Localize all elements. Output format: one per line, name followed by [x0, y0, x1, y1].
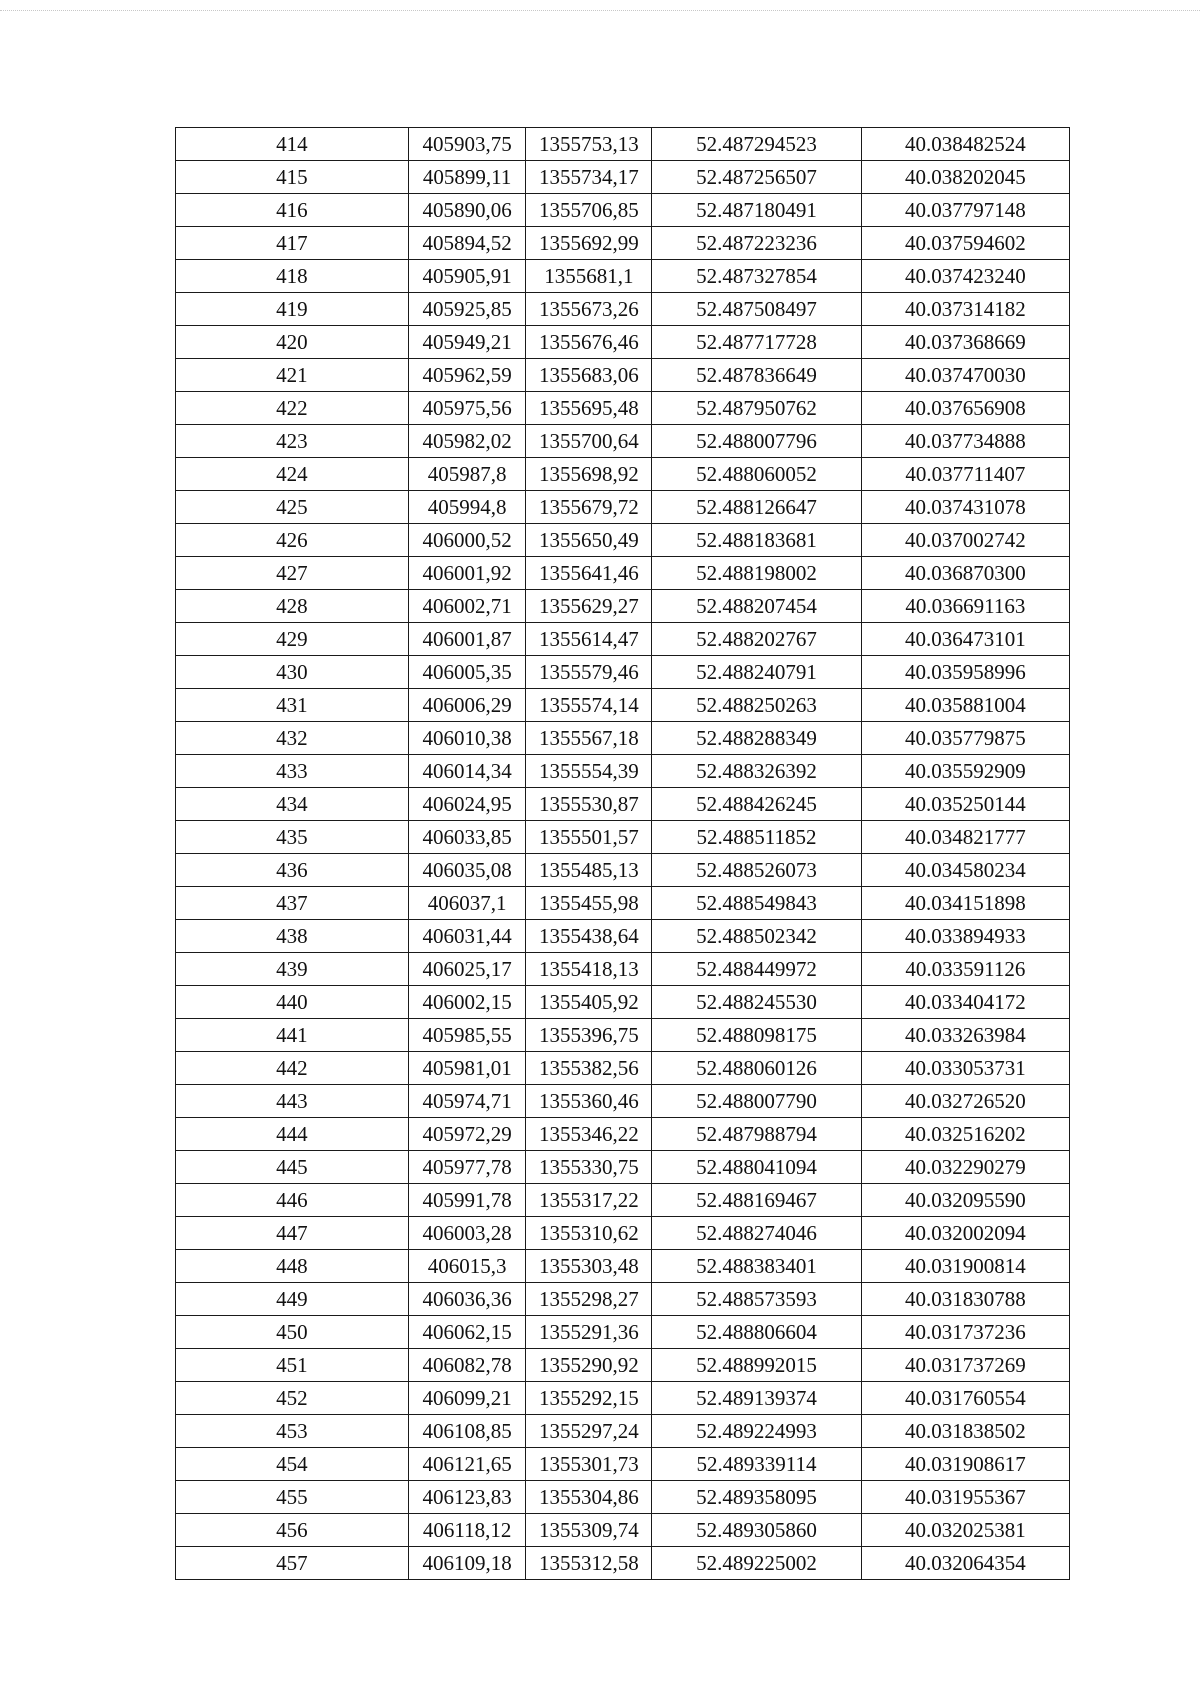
y-coordinate-cell: 1355330,75: [526, 1151, 652, 1184]
latitude-cell: 52.487327854: [652, 260, 861, 293]
table-row: [176, 1481, 1070, 1514]
table-row: [176, 194, 1070, 227]
point-number-cell: 445: [176, 1151, 409, 1184]
y-coordinate-cell: 1355360,46: [526, 1085, 652, 1118]
y-coordinate-cell: 1355291,36: [526, 1316, 652, 1349]
scan-edge: [0, 10, 1200, 11]
table-row: [176, 359, 1070, 392]
latitude-cell: 52.488198002: [652, 557, 861, 590]
y-coordinate-cell: 1355298,27: [526, 1283, 652, 1316]
y-coordinate-cell: 1355382,56: [526, 1052, 652, 1085]
x-coordinate-cell: 405972,29: [408, 1118, 525, 1151]
table-row: [176, 920, 1070, 953]
x-coordinate-cell: 405994,8: [408, 491, 525, 524]
longitude-cell: 40.037002742: [861, 524, 1069, 557]
x-coordinate-cell: 405982,02: [408, 425, 525, 458]
x-coordinate-cell: 405977,78: [408, 1151, 525, 1184]
table-row: [176, 1283, 1070, 1316]
latitude-cell: 52.489339114: [652, 1448, 861, 1481]
y-coordinate-cell: 1355614,47: [526, 623, 652, 656]
coordinates-table: [175, 127, 1070, 1580]
point-number-cell: 438: [176, 920, 409, 953]
table-row: [176, 656, 1070, 689]
latitude-cell: 52.489225002: [652, 1547, 861, 1580]
table-row: [176, 1250, 1070, 1283]
point-number-cell: 457: [176, 1547, 409, 1580]
x-coordinate-cell: 406108,85: [408, 1415, 525, 1448]
latitude-cell: 52.487950762: [652, 392, 861, 425]
y-coordinate-cell: 1355734,17: [526, 161, 652, 194]
table-row: [176, 293, 1070, 326]
longitude-cell: 40.036691163: [861, 590, 1069, 623]
point-number-cell: 447: [176, 1217, 409, 1250]
point-number-cell: 440: [176, 986, 409, 1019]
table-row: [176, 854, 1070, 887]
point-number-cell: 451: [176, 1349, 409, 1382]
coordinates-table-body: [176, 128, 1070, 1580]
longitude-cell: 40.037470030: [861, 359, 1069, 392]
x-coordinate-cell: 405981,01: [408, 1052, 525, 1085]
x-coordinate-cell: 406003,28: [408, 1217, 525, 1250]
table-row: [176, 590, 1070, 623]
longitude-cell: 40.037656908: [861, 392, 1069, 425]
table-row: [176, 227, 1070, 260]
table-row: [176, 1217, 1070, 1250]
x-coordinate-cell: 406000,52: [408, 524, 525, 557]
longitude-cell: 40.031760554: [861, 1382, 1069, 1415]
point-number-cell: 456: [176, 1514, 409, 1547]
longitude-cell: 40.036870300: [861, 557, 1069, 590]
latitude-cell: 52.488426245: [652, 788, 861, 821]
latitude-cell: 52.488526073: [652, 854, 861, 887]
table-row: [176, 1316, 1070, 1349]
x-coordinate-cell: 405890,06: [408, 194, 525, 227]
longitude-cell: 40.035779875: [861, 722, 1069, 755]
table-row: [176, 392, 1070, 425]
x-coordinate-cell: 405987,8: [408, 458, 525, 491]
latitude-cell: 52.488041094: [652, 1151, 861, 1184]
x-coordinate-cell: 406001,87: [408, 623, 525, 656]
x-coordinate-cell: 406025,17: [408, 953, 525, 986]
x-coordinate-cell: 406082,78: [408, 1349, 525, 1382]
longitude-cell: 40.033404172: [861, 986, 1069, 1019]
table-row: [176, 1118, 1070, 1151]
longitude-cell: 40.037368669: [861, 326, 1069, 359]
longitude-cell: 40.033591126: [861, 953, 1069, 986]
longitude-cell: 40.032025381: [861, 1514, 1069, 1547]
table-row: [176, 1085, 1070, 1118]
latitude-cell: 52.487180491: [652, 194, 861, 227]
table-row: [176, 326, 1070, 359]
latitude-cell: 52.488183681: [652, 524, 861, 557]
longitude-cell: 40.035592909: [861, 755, 1069, 788]
x-coordinate-cell: 405975,56: [408, 392, 525, 425]
point-number-cell: 454: [176, 1448, 409, 1481]
table-row: [176, 161, 1070, 194]
latitude-cell: 52.488549843: [652, 887, 861, 920]
y-coordinate-cell: 1355485,13: [526, 854, 652, 887]
table-row: [176, 1052, 1070, 1085]
y-coordinate-cell: 1355753,13: [526, 128, 652, 161]
x-coordinate-cell: 406015,3: [408, 1250, 525, 1283]
latitude-cell: 52.488207454: [652, 590, 861, 623]
latitude-cell: 52.488449972: [652, 953, 861, 986]
y-coordinate-cell: 1355292,15: [526, 1382, 652, 1415]
x-coordinate-cell: 406033,85: [408, 821, 525, 854]
point-number-cell: 432: [176, 722, 409, 755]
x-coordinate-cell: 406001,92: [408, 557, 525, 590]
y-coordinate-cell: 1355700,64: [526, 425, 652, 458]
table-row: [176, 788, 1070, 821]
longitude-cell: 40.035958996: [861, 656, 1069, 689]
latitude-cell: 52.488245530: [652, 986, 861, 1019]
y-coordinate-cell: 1355312,58: [526, 1547, 652, 1580]
point-number-cell: 455: [176, 1481, 409, 1514]
latitude-cell: 52.489139374: [652, 1382, 861, 1415]
point-number-cell: 427: [176, 557, 409, 590]
point-number-cell: 423: [176, 425, 409, 458]
longitude-cell: 40.037314182: [861, 293, 1069, 326]
x-coordinate-cell: 406062,15: [408, 1316, 525, 1349]
x-coordinate-cell: 406035,08: [408, 854, 525, 887]
table-row: [176, 689, 1070, 722]
table-row: [176, 755, 1070, 788]
table-row: [176, 491, 1070, 524]
table-row: [176, 458, 1070, 491]
table-row: [176, 1547, 1070, 1580]
point-number-cell: 418: [176, 260, 409, 293]
latitude-cell: 52.489305860: [652, 1514, 861, 1547]
point-number-cell: 446: [176, 1184, 409, 1217]
y-coordinate-cell: 1355579,46: [526, 656, 652, 689]
table-row: [176, 722, 1070, 755]
y-coordinate-cell: 1355676,46: [526, 326, 652, 359]
table-row: [176, 623, 1070, 656]
latitude-cell: 52.487294523: [652, 128, 861, 161]
longitude-cell: 40.034580234: [861, 854, 1069, 887]
point-number-cell: 449: [176, 1283, 409, 1316]
longitude-cell: 40.037711407: [861, 458, 1069, 491]
y-coordinate-cell: 1355679,72: [526, 491, 652, 524]
longitude-cell: 40.037797148: [861, 194, 1069, 227]
x-coordinate-cell: 405962,59: [408, 359, 525, 392]
longitude-cell: 40.032095590: [861, 1184, 1069, 1217]
y-coordinate-cell: 1355681,1: [526, 260, 652, 293]
y-coordinate-cell: 1355346,22: [526, 1118, 652, 1151]
point-number-cell: 414: [176, 128, 409, 161]
latitude-cell: 52.488383401: [652, 1250, 861, 1283]
table-row: [176, 425, 1070, 458]
latitude-cell: 52.487836649: [652, 359, 861, 392]
longitude-cell: 40.031908617: [861, 1448, 1069, 1481]
x-coordinate-cell: 406036,36: [408, 1283, 525, 1316]
point-number-cell: 433: [176, 755, 409, 788]
x-coordinate-cell: 406099,21: [408, 1382, 525, 1415]
table-row: [176, 128, 1070, 161]
point-number-cell: 450: [176, 1316, 409, 1349]
y-coordinate-cell: 1355303,48: [526, 1250, 652, 1283]
longitude-cell: 40.032002094: [861, 1217, 1069, 1250]
y-coordinate-cell: 1355309,74: [526, 1514, 652, 1547]
longitude-cell: 40.031737269: [861, 1349, 1069, 1382]
longitude-cell: 40.031830788: [861, 1283, 1069, 1316]
longitude-cell: 40.032726520: [861, 1085, 1069, 1118]
x-coordinate-cell: 405974,71: [408, 1085, 525, 1118]
point-number-cell: 441: [176, 1019, 409, 1052]
point-number-cell: 437: [176, 887, 409, 920]
x-coordinate-cell: 406118,12: [408, 1514, 525, 1547]
y-coordinate-cell: 1355297,24: [526, 1415, 652, 1448]
table-row: [176, 1415, 1070, 1448]
point-number-cell: 430: [176, 656, 409, 689]
x-coordinate-cell: 406006,29: [408, 689, 525, 722]
y-coordinate-cell: 1355501,57: [526, 821, 652, 854]
y-coordinate-cell: 1355650,49: [526, 524, 652, 557]
longitude-cell: 40.033894933: [861, 920, 1069, 953]
latitude-cell: 52.488169467: [652, 1184, 861, 1217]
y-coordinate-cell: 1355683,06: [526, 359, 652, 392]
y-coordinate-cell: 1355629,27: [526, 590, 652, 623]
x-coordinate-cell: 405903,75: [408, 128, 525, 161]
y-coordinate-cell: 1355418,13: [526, 953, 652, 986]
point-number-cell: 424: [176, 458, 409, 491]
point-number-cell: 422: [176, 392, 409, 425]
latitude-cell: 52.488007796: [652, 425, 861, 458]
longitude-cell: 40.037423240: [861, 260, 1069, 293]
latitude-cell: 52.487717728: [652, 326, 861, 359]
longitude-cell: 40.038202045: [861, 161, 1069, 194]
x-coordinate-cell: 406123,83: [408, 1481, 525, 1514]
x-coordinate-cell: 406121,65: [408, 1448, 525, 1481]
y-coordinate-cell: 1355698,92: [526, 458, 652, 491]
x-coordinate-cell: 406037,1: [408, 887, 525, 920]
y-coordinate-cell: 1355641,46: [526, 557, 652, 590]
latitude-cell: 52.489358095: [652, 1481, 861, 1514]
x-coordinate-cell: 406031,44: [408, 920, 525, 953]
y-coordinate-cell: 1355554,39: [526, 755, 652, 788]
y-coordinate-cell: 1355396,75: [526, 1019, 652, 1052]
x-coordinate-cell: 405925,85: [408, 293, 525, 326]
longitude-cell: 40.033053731: [861, 1052, 1069, 1085]
latitude-cell: 52.487988794: [652, 1118, 861, 1151]
longitude-cell: 40.035881004: [861, 689, 1069, 722]
table-row: [176, 953, 1070, 986]
latitude-cell: 52.487223236: [652, 227, 861, 260]
point-number-cell: 448: [176, 1250, 409, 1283]
latitude-cell: 52.488202767: [652, 623, 861, 656]
latitude-cell: 52.488240791: [652, 656, 861, 689]
point-number-cell: 452: [176, 1382, 409, 1415]
point-number-cell: 429: [176, 623, 409, 656]
table-row: [176, 1019, 1070, 1052]
latitude-cell: 52.488250263: [652, 689, 861, 722]
latitude-cell: 52.488806604: [652, 1316, 861, 1349]
x-coordinate-cell: 406010,38: [408, 722, 525, 755]
point-number-cell: 416: [176, 194, 409, 227]
y-coordinate-cell: 1355567,18: [526, 722, 652, 755]
point-number-cell: 421: [176, 359, 409, 392]
point-number-cell: 419: [176, 293, 409, 326]
x-coordinate-cell: 405899,11: [408, 161, 525, 194]
longitude-cell: 40.031838502: [861, 1415, 1069, 1448]
x-coordinate-cell: 406002,15: [408, 986, 525, 1019]
latitude-cell: 52.487508497: [652, 293, 861, 326]
latitude-cell: 52.488098175: [652, 1019, 861, 1052]
point-number-cell: 431: [176, 689, 409, 722]
longitude-cell: 40.031900814: [861, 1250, 1069, 1283]
table-row: [176, 1349, 1070, 1382]
longitude-cell: 40.033263984: [861, 1019, 1069, 1052]
longitude-cell: 40.036473101: [861, 623, 1069, 656]
x-coordinate-cell: 406109,18: [408, 1547, 525, 1580]
latitude-cell: 52.488274046: [652, 1217, 861, 1250]
x-coordinate-cell: 405949,21: [408, 326, 525, 359]
table-row: [176, 986, 1070, 1019]
x-coordinate-cell: 406002,71: [408, 590, 525, 623]
x-coordinate-cell: 406005,35: [408, 656, 525, 689]
point-number-cell: 434: [176, 788, 409, 821]
longitude-cell: 40.032516202: [861, 1118, 1069, 1151]
point-number-cell: 435: [176, 821, 409, 854]
y-coordinate-cell: 1355695,48: [526, 392, 652, 425]
table-row: [176, 1151, 1070, 1184]
point-number-cell: 444: [176, 1118, 409, 1151]
latitude-cell: 52.488060126: [652, 1052, 861, 1085]
longitude-cell: 40.031737236: [861, 1316, 1069, 1349]
y-coordinate-cell: 1355310,62: [526, 1217, 652, 1250]
point-number-cell: 453: [176, 1415, 409, 1448]
point-number-cell: 425: [176, 491, 409, 524]
y-coordinate-cell: 1355673,26: [526, 293, 652, 326]
longitude-cell: 40.037431078: [861, 491, 1069, 524]
latitude-cell: 52.488326392: [652, 755, 861, 788]
x-coordinate-cell: 406024,95: [408, 788, 525, 821]
y-coordinate-cell: 1355706,85: [526, 194, 652, 227]
longitude-cell: 40.032064354: [861, 1547, 1069, 1580]
y-coordinate-cell: 1355317,22: [526, 1184, 652, 1217]
point-number-cell: 442: [176, 1052, 409, 1085]
x-coordinate-cell: 405991,78: [408, 1184, 525, 1217]
latitude-cell: 52.488126647: [652, 491, 861, 524]
latitude-cell: 52.488502342: [652, 920, 861, 953]
x-coordinate-cell: 406014,34: [408, 755, 525, 788]
latitude-cell: 52.489224993: [652, 1415, 861, 1448]
longitude-cell: 40.037734888: [861, 425, 1069, 458]
longitude-cell: 40.034821777: [861, 821, 1069, 854]
y-coordinate-cell: 1355530,87: [526, 788, 652, 821]
point-number-cell: 420: [176, 326, 409, 359]
longitude-cell: 40.031955367: [861, 1481, 1069, 1514]
table-row: [176, 524, 1070, 557]
y-coordinate-cell: 1355692,99: [526, 227, 652, 260]
table-row: [176, 887, 1070, 920]
table-row: [176, 1184, 1070, 1217]
x-coordinate-cell: 405894,52: [408, 227, 525, 260]
table-row: [176, 1382, 1070, 1415]
longitude-cell: 40.035250144: [861, 788, 1069, 821]
latitude-cell: 52.488573593: [652, 1283, 861, 1316]
table-row: [176, 821, 1070, 854]
longitude-cell: 40.037594602: [861, 227, 1069, 260]
table-row: [176, 260, 1070, 293]
point-number-cell: 415: [176, 161, 409, 194]
y-coordinate-cell: 1355455,98: [526, 887, 652, 920]
y-coordinate-cell: 1355405,92: [526, 986, 652, 1019]
point-number-cell: 443: [176, 1085, 409, 1118]
x-coordinate-cell: 405985,55: [408, 1019, 525, 1052]
latitude-cell: 52.488511852: [652, 821, 861, 854]
latitude-cell: 52.488992015: [652, 1349, 861, 1382]
y-coordinate-cell: 1355290,92: [526, 1349, 652, 1382]
longitude-cell: 40.032290279: [861, 1151, 1069, 1184]
table-row: [176, 1514, 1070, 1547]
table-row: [176, 557, 1070, 590]
y-coordinate-cell: 1355301,73: [526, 1448, 652, 1481]
point-number-cell: 417: [176, 227, 409, 260]
longitude-cell: 40.038482524: [861, 128, 1069, 161]
y-coordinate-cell: 1355574,14: [526, 689, 652, 722]
latitude-cell: 52.488060052: [652, 458, 861, 491]
latitude-cell: 52.488288349: [652, 722, 861, 755]
y-coordinate-cell: 1355438,64: [526, 920, 652, 953]
latitude-cell: 52.487256507: [652, 161, 861, 194]
table-row: [176, 1448, 1070, 1481]
x-coordinate-cell: 405905,91: [408, 260, 525, 293]
longitude-cell: 40.034151898: [861, 887, 1069, 920]
y-coordinate-cell: 1355304,86: [526, 1481, 652, 1514]
point-number-cell: 428: [176, 590, 409, 623]
point-number-cell: 439: [176, 953, 409, 986]
point-number-cell: 436: [176, 854, 409, 887]
latitude-cell: 52.488007790: [652, 1085, 861, 1118]
point-number-cell: 426: [176, 524, 409, 557]
